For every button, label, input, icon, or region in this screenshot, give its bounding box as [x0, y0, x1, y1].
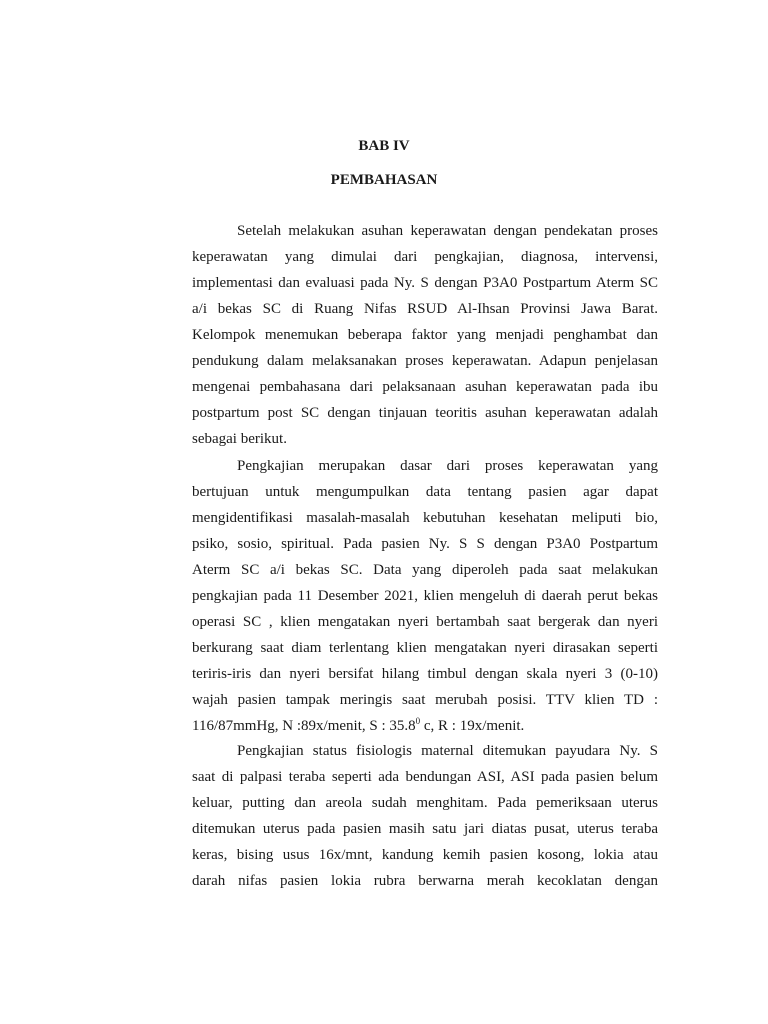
text-line: postpartum post SC dengan tinjauan teoritis asuhan keperawatan adalah: [192, 405, 658, 421]
text-line: operasi SC , klien mengatakan nyeri bertambah saat bergerak dan nyeri: [192, 614, 658, 630]
vital-signs-text-end: c, R : 19x/menit.: [420, 718, 525, 734]
text-line: Pengkajian merupakan dasar dari proses keperawatan yang: [237, 458, 658, 474]
text-line: keluar, putting dan areola sudah menghitam. Pada pemeriksaan uterus: [192, 795, 658, 811]
text-line: psiko, sosio, spiritual. Pada pasien Ny. S S dengan P3A0 Postpartum: [192, 536, 658, 552]
text-line: darah nifas pasien lokia rubra berwarna merah kecoklatan dengan: [192, 873, 658, 889]
text-line: implementasi dan evaluasi pada Ny. S dengan P3A0 Postpartum Aterm SC: [192, 275, 658, 291]
text-line: mengidentifikasi masalah-masalah kebutuhan kesehatan meliputi bio,: [192, 510, 658, 526]
text-line: Pengkajian status fisiologis maternal ditemukan payudara Ny. S: [237, 743, 658, 759]
text-line: sebagai berikut.: [192, 431, 287, 447]
text-line: ditemukan uterus pada pasien masih satu jari diatas pusat, uterus teraba: [192, 821, 658, 837]
text-line: a/i bekas SC di Ruang Nifas RSUD Al-Ihsan Provinsi Jawa Barat.: [192, 301, 658, 317]
text-line: Aterm SC a/i bekas SC. Data yang diperoleh pada saat melakukan: [192, 562, 658, 578]
paragraph-assessment: [192, 453, 658, 739]
text-line: berkurang saat diam terlentang klien mengatakan nyeri dirasakan seperti: [192, 640, 658, 656]
text-line: keras, bising usus 16x/mnt, kandung kemih pasien kosong, lokia atau: [192, 847, 658, 863]
text-line: saat di palpasi teraba seperti ada bendungan ASI, ASI pada pasien belum: [192, 769, 658, 785]
paragraph-physiological-status: [192, 738, 658, 894]
text-line: pengkajian pada 11 Desember 2021, klien mengeluh di daerah perut bekas: [192, 588, 658, 604]
text-line: pendukung dalam melaksanakan proses keperawatan. Adapun penjelasan: [192, 353, 658, 369]
text-line: Kelompok menemukan beberapa faktor yang menjadi penghambat dan: [192, 327, 658, 343]
text-line: bertujuan untuk mengumpulkan data tentang pasien agar dapat: [192, 484, 658, 500]
text-line: wajah pasien tampak meringis saat merubah posisi. TTV klien TD :: [192, 692, 658, 708]
vital-signs-line: [192, 713, 658, 739]
section-title: PEMBAHASAN: [330, 172, 438, 188]
text-line: mengenai pembahasana dari pelaksanaan asuhan keperawatan pada ibu: [192, 379, 658, 395]
text-line: keperawatan yang dimulai dari pengkajian, diagnosa, intervensi,: [192, 249, 658, 265]
chapter-heading: BAB IV: [358, 138, 410, 154]
vital-signs-text: 116/87mmHg, N :89x/menit, S : 35.8: [192, 718, 416, 734]
text-line: teriris-iris dan nyeri bersifat hilang timbul dengan skala nyeri 3 (0-10): [192, 666, 658, 682]
text-line: Setelah melakukan asuhan keperawatan dengan pendekatan proses: [237, 223, 658, 239]
paragraph-intro: [192, 218, 658, 452]
degree-superscript: 0: [415, 716, 421, 726]
